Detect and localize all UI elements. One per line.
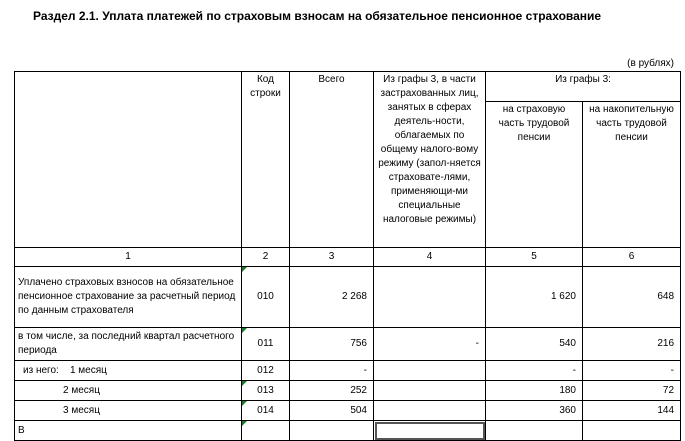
row-code[interactable] <box>242 421 290 441</box>
header-total: Всего <box>290 72 374 248</box>
cell-col6[interactable]: - <box>583 361 681 381</box>
cell-col4[interactable]: - <box>374 328 486 361</box>
cell-col5[interactable]: 540 <box>486 328 583 361</box>
cell-col5[interactable]: - <box>486 361 583 381</box>
cell-col4[interactable] <box>374 267 486 328</box>
cell-total[interactable] <box>290 421 374 441</box>
header-name-cell <box>15 72 242 248</box>
header-of-col3: Из графы 3: <box>486 72 681 102</box>
payments-table <box>14 71 681 441</box>
section-title: Раздел 2.1. Уплата платежей по страховым взносам на обязательное пенсионное страхование <box>33 9 602 23</box>
row-label-prefix: из него: <box>23 364 59 376</box>
cell-total[interactable]: 504 <box>290 401 374 421</box>
cell-col4[interactable] <box>374 381 486 401</box>
table-row <box>15 381 681 401</box>
cell-col6[interactable]: 216 <box>583 328 681 361</box>
header-code: Код строки <box>242 72 290 248</box>
cell-col6[interactable]: 648 <box>583 267 681 328</box>
row-code[interactable]: 013 <box>242 381 290 401</box>
header-insurance-part: на страховую часть трудовой пенсии <box>486 102 583 248</box>
col-number: 6 <box>583 248 681 267</box>
cell-col6[interactable]: 72 <box>583 381 681 401</box>
col-number: 1 <box>15 248 242 267</box>
row-label: 2 месяц <box>15 381 242 401</box>
table-row <box>15 267 681 328</box>
table-row <box>15 361 681 381</box>
cell-total[interactable]: - <box>290 361 374 381</box>
header-funded-part: на накопительную часть трудовой пенсии <box>583 102 681 248</box>
row-label-month: 1 месяц <box>69 364 107 376</box>
cell-total[interactable]: 756 <box>290 328 374 361</box>
cell-col6[interactable] <box>583 421 681 441</box>
cell-total[interactable]: 252 <box>290 381 374 401</box>
row-code[interactable]: 012 <box>242 361 290 381</box>
row-code[interactable]: 010 <box>242 267 290 328</box>
cell-col5[interactable]: 360 <box>486 401 583 421</box>
col-number: 5 <box>486 248 583 267</box>
row-label <box>15 361 242 381</box>
table-row <box>15 421 681 441</box>
row-label: Уплачено страховых взносов на обязательное пенсионное страхование за расчетный период по данным страхователя <box>15 267 242 328</box>
row-code[interactable]: 011 <box>242 328 290 361</box>
cell-col6[interactable]: 144 <box>583 401 681 421</box>
cell-col4[interactable] <box>374 361 486 381</box>
units-note: (в рублях) <box>627 58 674 69</box>
cell-col4-selected[interactable] <box>374 421 486 441</box>
cell-col5[interactable]: 1 620 <box>486 267 583 328</box>
col-number: 4 <box>374 248 486 267</box>
header-from-col3: Из графы 3, в части застрахованных лиц, занятых в сферах деятель-ности, облагаемых по общему налого-вому режиму (запол-няется страховате-лями, применяющи-ми специальные налоговые режимы) <box>374 72 486 248</box>
row-code[interactable]: 014 <box>242 401 290 421</box>
table-row <box>15 401 681 421</box>
row-label: В <box>15 421 242 441</box>
row-label: 3 месяц <box>15 401 242 421</box>
cell-total[interactable]: 2 268 <box>290 267 374 328</box>
row-label: в том числе, за последний квартал расчетного периода <box>15 328 242 361</box>
col-number: 2 <box>242 248 290 267</box>
cell-col5[interactable]: 180 <box>486 381 583 401</box>
cell-col5[interactable] <box>486 421 583 441</box>
table-row <box>15 328 681 361</box>
col-number: 3 <box>290 248 374 267</box>
cell-col4[interactable] <box>374 401 486 421</box>
